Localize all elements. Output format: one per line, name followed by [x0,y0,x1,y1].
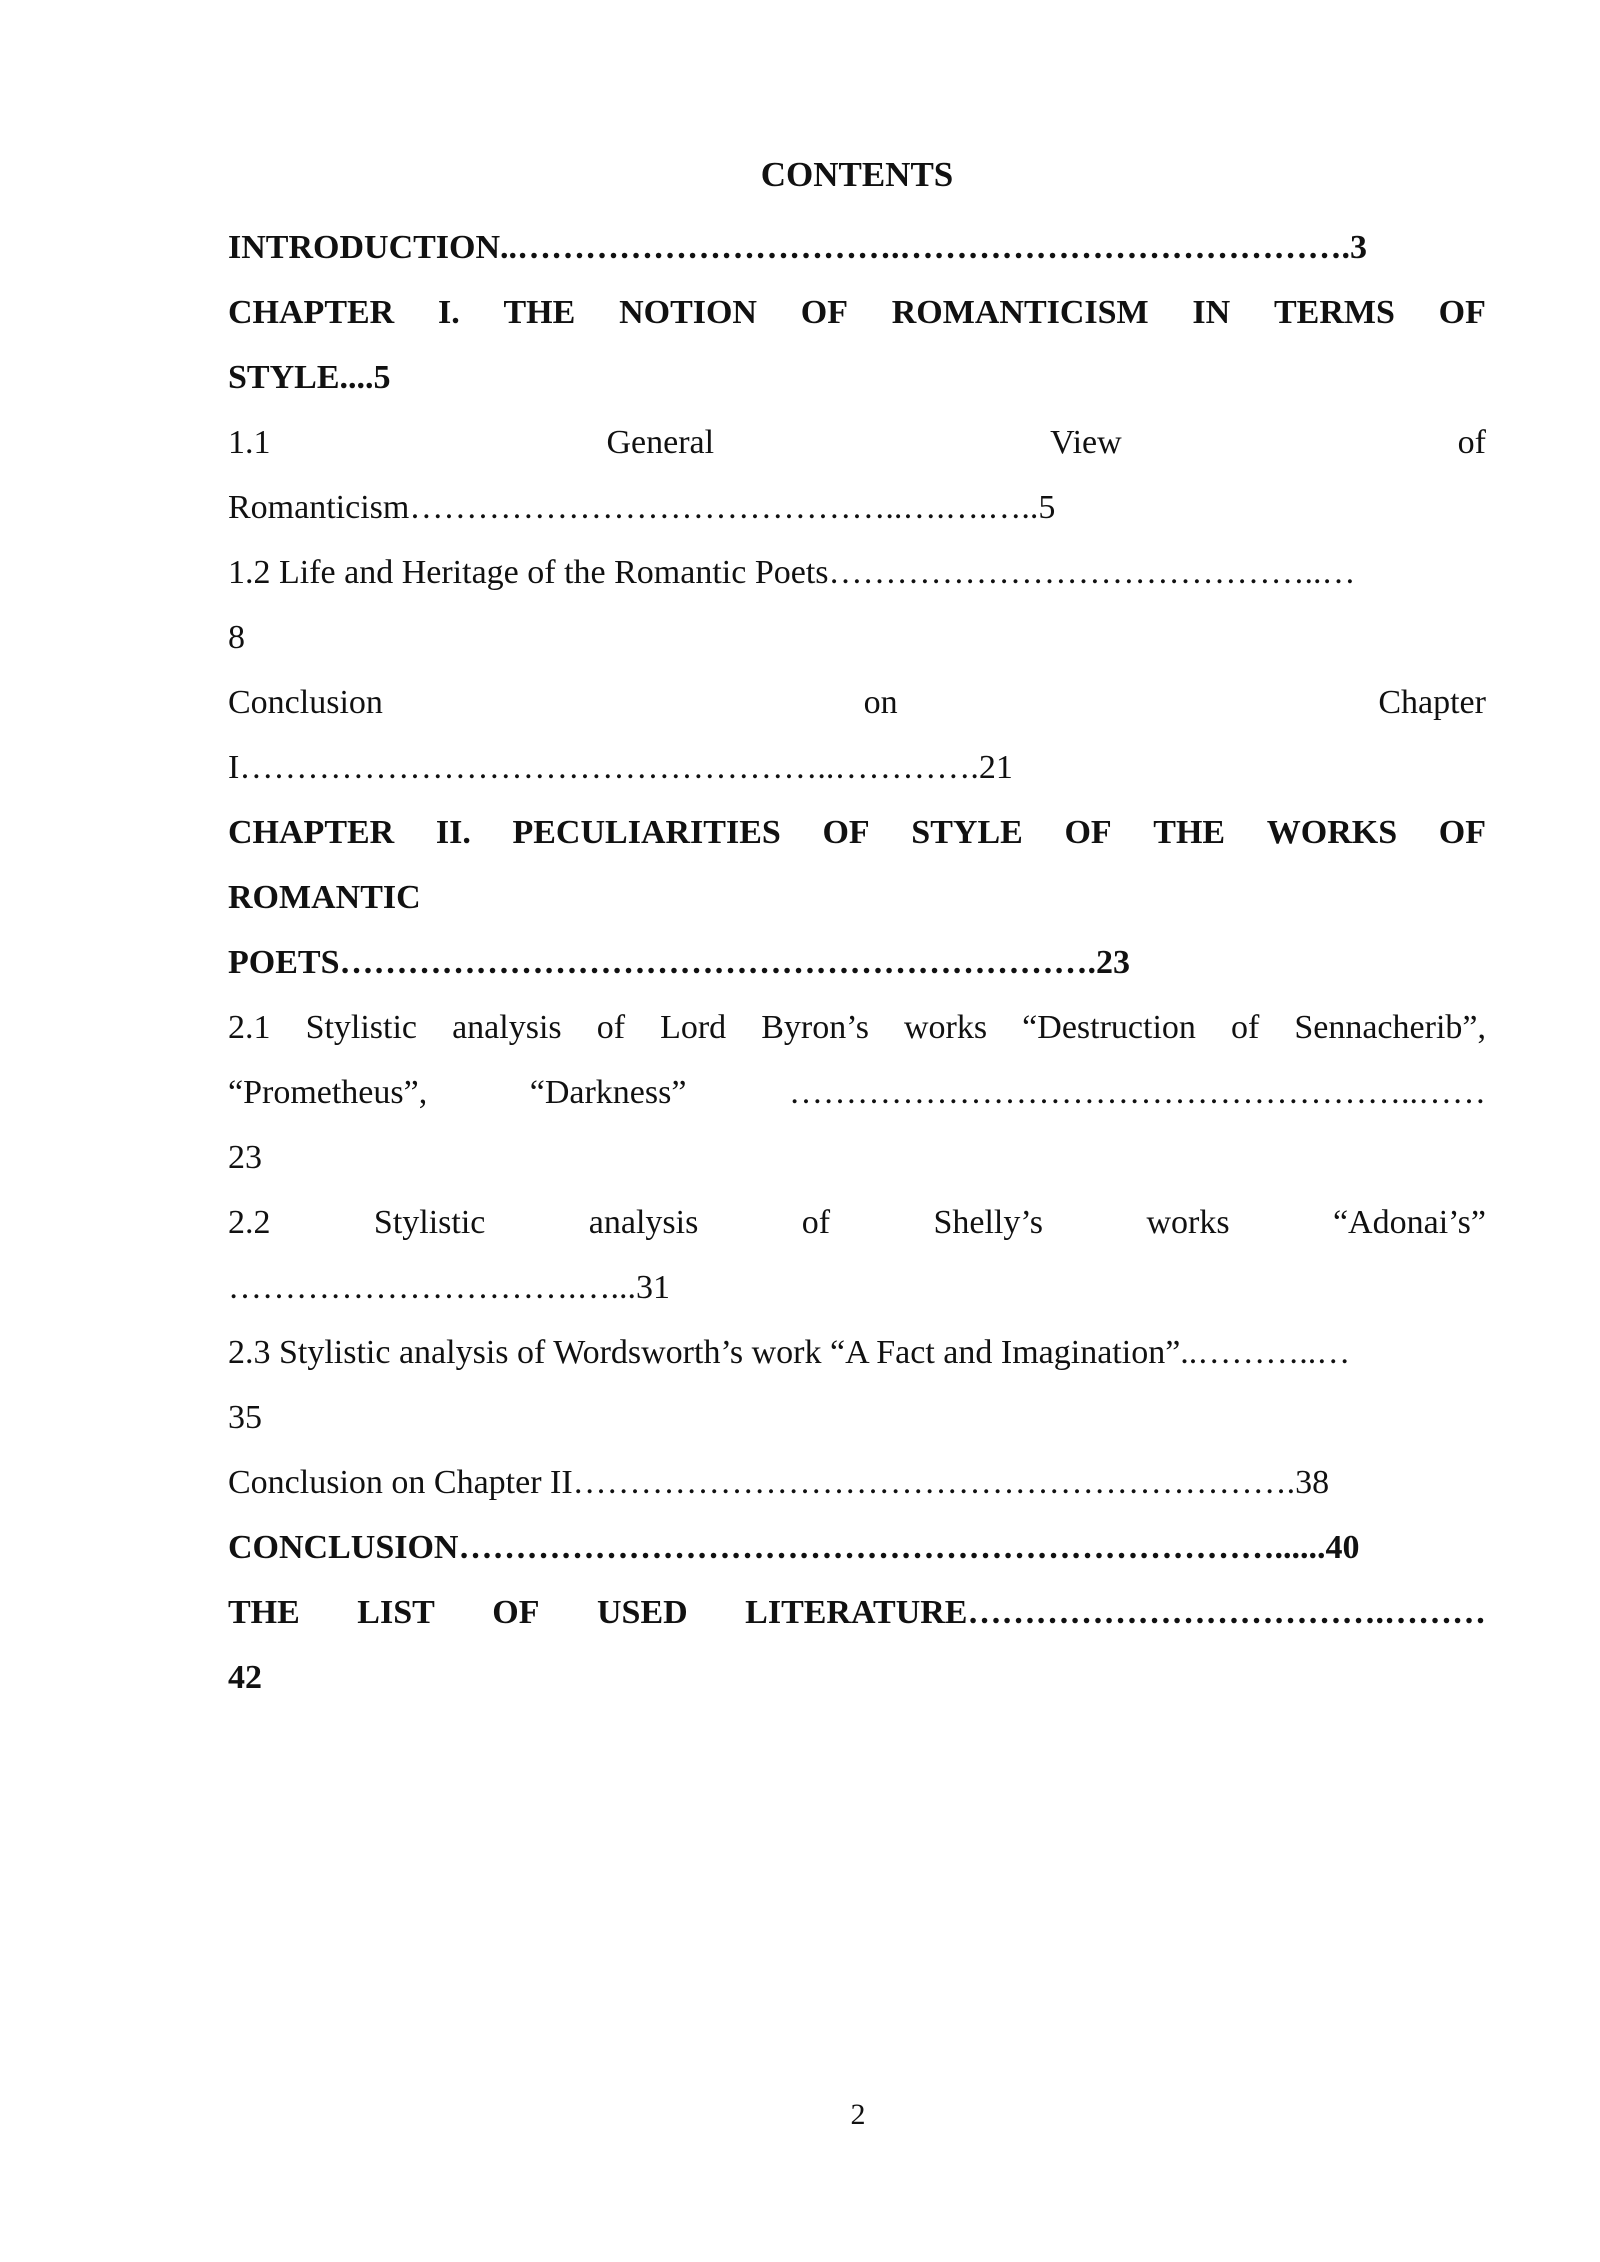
toc-entry-section-2-3: 2.3 Stylistic analysis of Wordsworth’s work “A Fact and Imagination”..………..… [228,1334,1351,1371]
toc-word: I. [438,294,460,331]
toc-word: Shelly’s [933,1204,1044,1241]
toc-word: THE [503,294,576,331]
toc-entry-section-2-3-page: 35 [228,1399,262,1436]
toc-word: THE [1153,814,1226,851]
toc-word: Conclusion [228,684,383,721]
toc-entry-section-2-1-page: 23 [228,1139,262,1176]
toc-entry-chapter-1-end: STYLE....5 [228,359,391,396]
toc-word: Stylistic [373,1204,486,1241]
page-number: 2 [850,2098,866,2131]
toc-entry-conclusion-chapter-1 [228,670,1486,735]
toc-entry-literature-page: 42 [228,1659,262,1696]
table-of-contents [228,215,1486,1710]
toc-word: “Prometheus”, [228,1074,428,1111]
toc-word: OF [822,814,870,851]
toc-entry-introduction: INTRODUCTION..…………………………….………………………………….3 [228,229,1368,266]
toc-word: of [1230,1009,1260,1046]
toc-word: TERMS [1273,294,1395,331]
toc-word: OF [1064,814,1112,851]
toc-word: analysis [452,1009,562,1046]
toc-word: works [1146,1204,1230,1241]
toc-word: 1.1 [228,424,271,461]
toc-word: 2.1 [228,1009,271,1046]
toc-word: on [863,684,898,721]
toc-word: “Destruction [1022,1009,1196,1046]
toc-word: OF [1438,814,1486,851]
toc-entry-section-2-1 [228,995,1486,1060]
toc-word: THE [228,1594,300,1631]
toc-entry-chapter-1 [228,280,1486,345]
toc-entry-section-1-1-end: Romanticism……………………………………..….….…..5 [228,489,1056,526]
toc-word: General [606,424,715,461]
toc-entry-section-1-2: 1.2 Life and Heritage of the Romantic Poets……………………………………..… [228,554,1356,591]
toc-word: View [1050,424,1122,461]
toc-word: PECULIARITIES [512,814,781,851]
toc-word: ROMANTICISM [891,294,1149,331]
toc-word: Chapter [1378,684,1486,721]
toc-word: Byron’s [761,1009,869,1046]
toc-word: II. [435,814,471,851]
toc-entry-section-1-2-page: 8 [228,619,245,656]
toc-word: WORKS [1266,814,1398,851]
toc-word: OF [800,294,848,331]
toc-entry-literature [228,1580,1486,1645]
toc-word: OF [1438,294,1486,331]
toc-word: USED [596,1594,688,1631]
toc-word: ………………………………………………..…… [788,1074,1486,1111]
toc-word: 2.2 [228,1204,271,1241]
toc-word: CHAPTER [228,814,395,851]
toc-entry-chapter-2 [228,800,1486,865]
toc-entry-section-2-2-end: ………………………….…...31 [228,1269,670,1306]
toc-word: “Adonai’s” [1332,1204,1486,1241]
toc-word: analysis [588,1204,699,1241]
toc-word: NOTION [619,294,757,331]
toc-word: of [596,1009,626,1046]
toc-word: Sennacherib”, [1294,1009,1486,1046]
toc-entry-conclusion-chapter-1-end: I……………………………………………..………….21 [228,749,1013,786]
toc-word: works [904,1009,988,1046]
toc-word: IN [1192,294,1231,331]
toc-entry-chapter-2-end: POETS………………………………………………………….23 [228,944,1130,981]
toc-word: of [1457,424,1486,461]
toc-word: STYLE [911,814,1023,851]
toc-entry-section-2-2 [228,1190,1486,1255]
toc-word: LITERATURE……………………………….……… [745,1594,1486,1631]
toc-entry-conclusion-chapter-2: Conclusion on Chapter II……………………………………………………….38 [228,1464,1330,1501]
toc-entry-chapter-2-mid: ROMANTIC [228,879,421,916]
contents-title: CONTENTS [760,155,954,194]
toc-word: Lord [660,1009,727,1046]
toc-entry-section-2-1-cont [228,1060,1486,1125]
toc-entry-conclusion: CONCLUSION………………………………………………………………......40 [228,1529,1360,1566]
toc-word: “Darkness” [529,1074,687,1111]
toc-word: CHAPTER [228,294,395,331]
toc-word: Stylistic [305,1009,418,1046]
toc-word: LIST [357,1594,435,1631]
toc-word: OF [492,1594,540,1631]
toc-word: of [801,1204,831,1241]
toc-entry-section-1-1 [228,410,1486,475]
